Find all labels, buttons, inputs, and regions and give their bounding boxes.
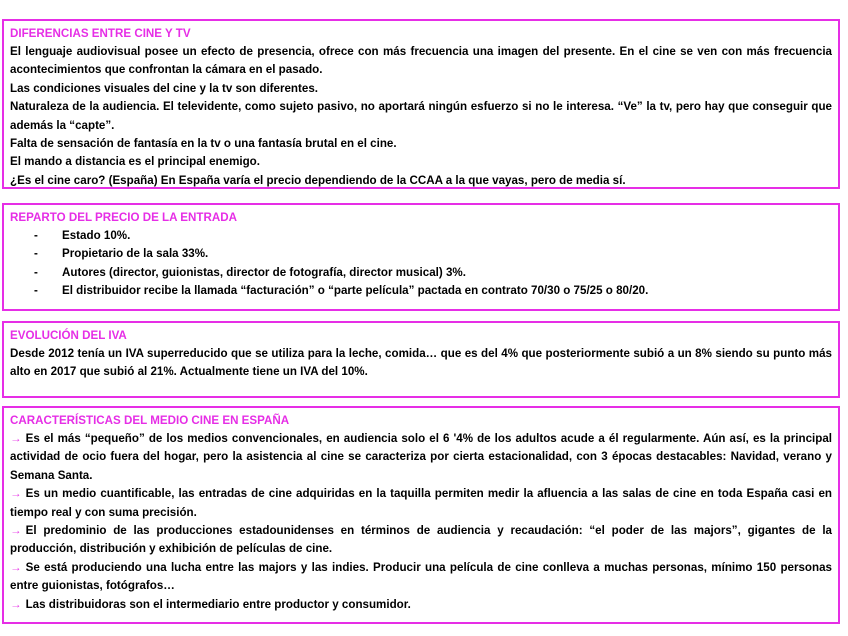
paragraph: El lenguaje audiovisual posee un efecto de presencia, ofrece con más frecuencia una imagen del presente. En el cine se ven con más frecuencia acontecimientos que confrontan la cámara en el pasado. [10,45,832,77]
list-item-text: Propietario de la sala 33%. [62,247,209,261]
arrow-right-icon: → [10,597,22,611]
paragraph: Las condiciones visuales del cine y la tv son diferentes. [10,81,318,95]
arrow-item-text: Las distribuidoras son el intermediario entre productor y consumidor. [25,597,411,611]
arrow-right-icon: → [10,524,22,538]
arrow-item [10,522,832,559]
arrow-item-text: Es el más “pequeño” de los medios convencionales, en audiencia solo el 6 '4% de los adultos acude a él regularmente. Aún así, es la principal actividad de ocio fuera del hogar, pero la asistencia al cine se caracteriza por cierta estacionalidad, con 3 épocas destacables: Navidad, verano y Semana Santa. [10,432,832,482]
list-item-text: El distribuidor recibe la llamada “facturación” o “parte película” pactada en contrato 70/30 o 75/25 o 80/20. [62,284,649,298]
arrow-right-icon: → [10,560,22,574]
arrow-item-text: Se está produciendo una lucha entre las majors y las indies. Producir una película de cine conlleva a muchas personas, mínimo 150 personas entre guionistas, fotógrafos… [10,560,832,593]
dash-bullet: - [34,265,38,279]
section-title: DIFERENCIAS ENTRE CINE Y TV [10,27,191,40]
paragraph: Falta de sensación de fantasía en la tv o una fantasía brutal en el cine. [10,137,397,151]
list-item [34,245,832,263]
list-item [34,264,832,282]
arrow-item [10,485,832,522]
section-caracteristicas [2,406,840,624]
arrow-right-icon: → [10,432,22,445]
arrow-item [10,430,832,485]
dash-bullet: - [34,229,38,242]
paragraph: Desde 2012 tenía un IVA superreducido que se utiliza para la leche, comida… que es del 4% que posteriormente subió a un 8% siendo su punto más alto en 2017 que subió al 21%. Actualmente tiene un IVA del 10%. [10,347,832,379]
list-item [34,282,832,300]
paragraph: Naturaleza de la audiencia. El televidente, como sujeto pasivo, no aportará ningún esfuerzo si no le interesa. “Ve” la tv, pero hay que conseguir que además la “capte”. [10,100,832,132]
dash-bullet: - [34,284,38,298]
section-reparto [2,203,840,311]
section-title: EVOLUCIÓN DEL IVA [10,329,127,342]
arrow-item [10,596,832,614]
section-iva [2,321,840,398]
paragraph: ¿Es el cine caro? (España) En España varía el precio dependiendo de la CCAA a la que vayas, pero de media sí. [10,173,626,187]
arrow-right-icon: → [10,487,22,501]
section-cine-tv [2,19,840,189]
arrow-item [10,559,832,596]
list-item-text: Estado 10%. [62,229,131,242]
dash-bullet: - [34,247,38,261]
bullet-list [10,227,832,301]
list-item-text: Autores (director, guionistas, director de fotografía, director musical) 3%. [62,265,466,279]
arrow-item-text: El predominio de las producciones estadounidenses en términos de audiencia y recaudación: “el poder de las majors”, gigantes de la producción, distribución y exhibición de películas de cine. [10,524,832,556]
section-title: REPARTO DEL PRECIO DE LA ENTRADA [10,211,237,224]
section-title: CARACTERÍSTICAS DEL MEDIO CINE EN ESPAÑA [10,414,290,427]
arrow-item-text: Es un medio cuantificable, las entradas de cine adquiridas en la taquilla permiten medir la afluencia a las salas de cine en toda España casi en tiempo real y con suma precisión. [10,487,832,519]
paragraph: El mando a distancia es el principal enemigo. [10,155,260,169]
list-item [34,227,832,245]
